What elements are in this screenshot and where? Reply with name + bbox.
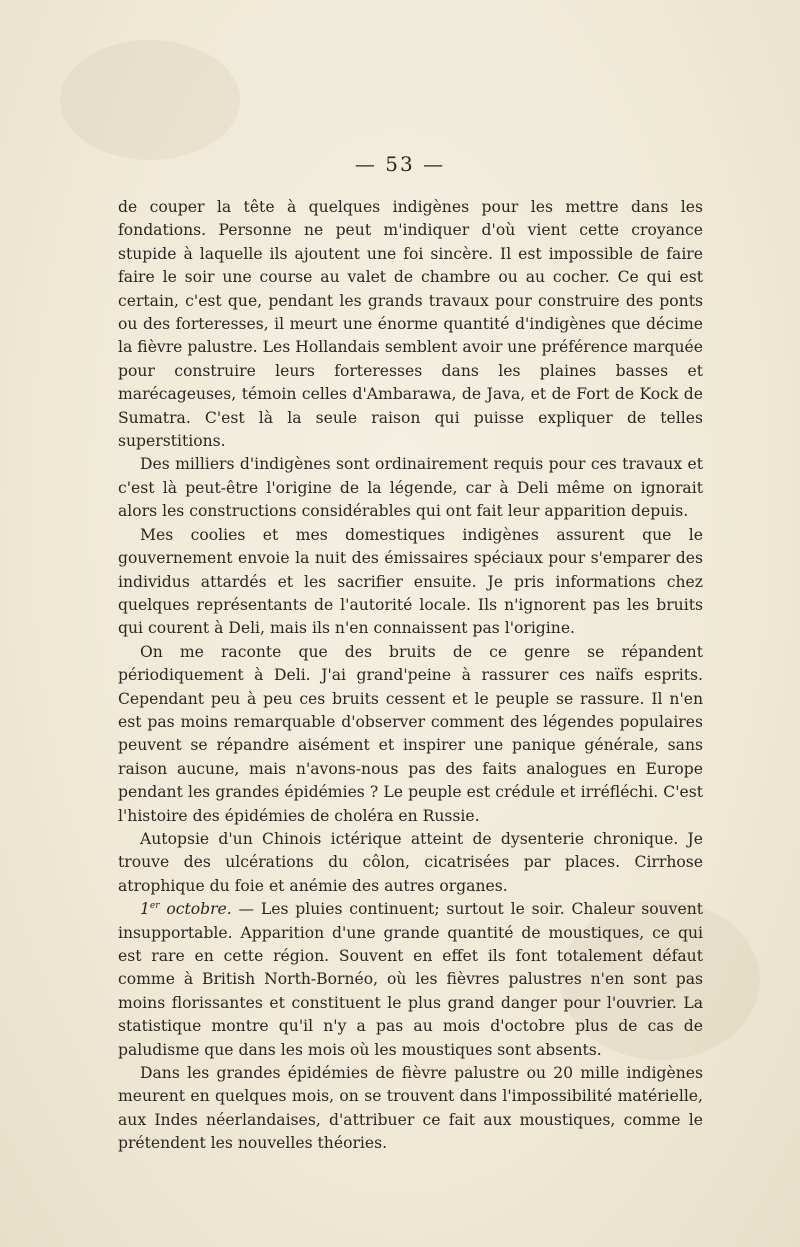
paragraph: On me raconte que des bruits de ce genre se répandent périodiquement à Deli. J'ai grand'peine à rassurer ces naïfs esprits. Cependant peu à peu ces bruits cessent et le peuple se rassure. Il n'en est pas moins remarquable d'observer comment des légendes populaires peuvent se répandre aisément et inspirer une panique générale, sans raison aucune, mais n'avons-nous pas des faits analogues en Europe pendant les grandes épidémies ? Le peuple est crédule et irréfléchi. C'est l'histoire des épidémies de choléra en Russie. <box>118 642 703 825</box>
paragraph: Des milliers d'indigènes sont ordinairement requis pour ces travaux et c'est là peut-être l'origine de la légende, car à Deli même on ignorait alors les constructions considérables qui ont fait leur apparition depuis. <box>118 455 703 521</box>
entry-date <box>140 900 232 918</box>
page-number: — 53 — <box>354 152 446 176</box>
paragraph: de couper la tête à quelques indigènes pour les mettre dans les fondations. Personne ne peut m'indiquer d'où vient cette croyance stupide à laquelle ils ajoutent une foi sincère. Il est impossible de faire faire le soir une course au valet de chambre ou au cocher. Ce qui est certain, c'est que, pendant les grands travaux pour construire des ponts ou des forteresses, il meurt une énorme quantité d'indigènes que décime la fièvre palustre. Les Hollandais semblent avoir une préférence marquée pour construire leurs forteresses dans les plaines basses et marécageuses, témoin celles d'Ambarawa, de Java, et de Fort de Kock de Sumatra. C'est là la seule raison qui puisse expliquer de telles superstitions. <box>118 198 703 451</box>
paper-stain <box>60 40 240 160</box>
paragraph: Autopsie d'un Chinois ictérique atteint de dysenterie chronique. Je trouve des ulcérations du côlon, cicatrisées par places. Cirrhose atrophique du foie et anémie des autres organes. <box>118 829 703 895</box>
entry-text: — Les pluies continuent; surtout le soir. Chaleur souvent insupportable. Apparition d'une grande quantité de moustiques, ce qui est rare en cette région. Souvent en effet ils font totalement défaut comme à British North-Bornéo, où les fièvres palustres n'en sont pas moins florissantes et constituent le plus grand danger pour l'ouvrier. La statistique montre qu'il n'y a pas au mois d'octobre plus de cas de paludisme que dans les mois où les moustiques sont absents. <box>118 900 703 1059</box>
date-day: 1 <box>140 900 150 919</box>
body-text <box>118 196 703 1156</box>
date-month: octobre. <box>159 900 232 919</box>
paragraph-dated-entry <box>118 898 703 1062</box>
paragraph: Mes coolies et mes domestiques indigènes assurent que le gouvernement envoie la nuit des émissaires spéciaux pour s'emparer des individus attardés et les sacrifier ensuite. Je pris informations chez quelques représentants de l'autorité locale. Ils n'ignorent pas les bruits qui courent à Deli, mais ils n'en connaissent pas l'origine. <box>118 525 703 638</box>
date-ordinal: er <box>149 901 160 911</box>
paragraph: Dans les grandes épidémies de fièvre palustre ou 20 mille indigènes meurent en quelques mois, on se trouvent dans l'impossibilité matérielle, aux Indes néerlandaises, d'attribuer ce fait aux moustiques, comme le prétendent les nouvelles théories. <box>118 1064 703 1153</box>
